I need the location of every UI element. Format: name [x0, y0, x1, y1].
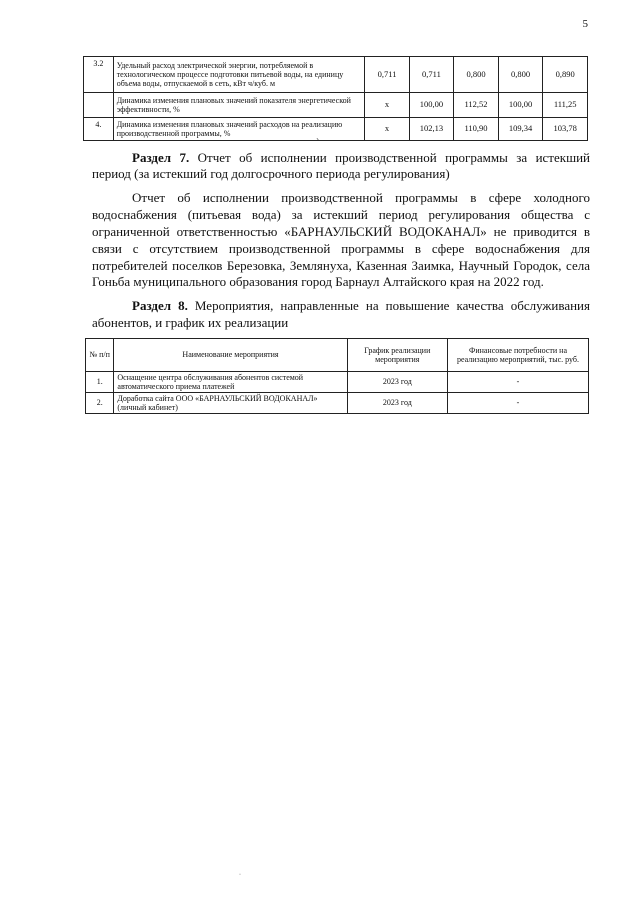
measure-schedule: 2023 год — [347, 372, 447, 393]
row-number: 3.2 — [84, 57, 114, 93]
table-row — [84, 118, 588, 141]
measure-name: Оснащение центра обслуживания абонентов системой автоматического приема платежей — [114, 372, 347, 393]
section-7-body — [92, 190, 590, 291]
page-number: 5 — [582, 18, 588, 30]
header-name: Наименование мероприятия — [114, 339, 347, 372]
table-row — [86, 393, 589, 414]
row-number: 2. — [86, 393, 114, 414]
value-cell: 0,800 — [498, 57, 543, 93]
indicators-table — [83, 56, 588, 141]
table-row — [84, 57, 588, 93]
value-cell: 111,25 — [543, 93, 588, 118]
section-title: Отчет об исполнении производственной программы за истекший период (за истекший год долгосрочного периода регулирования) — [92, 150, 590, 182]
value-cell: 0,711 — [365, 57, 409, 93]
row-number: 4. — [84, 118, 114, 141]
measure-schedule: 2023 год — [347, 393, 447, 414]
indicator-description: Динамика изменения плановых значений показателя энергетической эффективности, % — [113, 93, 365, 118]
section-8-heading — [92, 298, 590, 332]
section-label: Раздел 7. — [132, 150, 190, 165]
header-number: № п/п — [86, 339, 114, 372]
indicator-description: Удельный расход электрической энергии, потребляемой в технологическом процессе подготовки питьевой воды, на единицу объема воды, отпускаемой в сеть, кВт ч/куб. м — [113, 57, 365, 93]
measure-finance: - — [448, 393, 589, 414]
measure-name: Доработка сайта ООО «БАРНАУЛЬСКИЙ ВОДОКАНАЛ» (личный кабинет) — [114, 393, 347, 414]
row-number — [84, 93, 114, 118]
value-cell: 112,52 — [454, 93, 499, 118]
header-schedule: График реализации мероприятия — [347, 339, 447, 372]
header-finance: Финансовые потребности на реализацию мероприятий, тыс. руб. — [448, 339, 589, 372]
section-label: Раздел 8. — [132, 298, 188, 313]
value-cell: 100,00 — [498, 93, 543, 118]
section-7-heading — [92, 150, 590, 183]
value-cell: 102,13 — [409, 118, 454, 141]
scan-dot: · — [239, 872, 241, 878]
measure-finance: - — [448, 372, 589, 393]
row-number: 1. — [86, 372, 114, 393]
table-row — [84, 93, 588, 118]
value-cell: x — [365, 93, 409, 118]
section-title: Мероприятия, направленные на повышение качества обслуживания абонентов, и график их реализации — [92, 298, 590, 330]
body-text: Отчет об исполнении производственной программы в сфере холодного водоснабжения (питьевая вода) за истекший период регулирования общества с ограниченной ответственностью «БАРНАУЛЬСКИЙ ВОДОКАНАЛ» не приводится в связи с отсутствием производственной программы в сфере водоснабжения для потребителей поселков Березовка, Землянуха, Казенная Заимка, Научный Городок, села Гоньба муниципального образования город Барнаул Алтайского края на 2022 год. — [92, 190, 590, 290]
scan-mark: ˋ — [316, 138, 320, 149]
table-row — [86, 372, 589, 393]
value-cell: x — [365, 118, 409, 141]
table-header-row — [86, 339, 589, 372]
value-cell: 109,34 — [498, 118, 543, 141]
value-cell: 0,890 — [543, 57, 588, 93]
value-cell: 110,90 — [454, 118, 499, 141]
measures-table — [85, 338, 589, 414]
value-cell: 0,711 — [409, 57, 454, 93]
indicator-description: Динамика изменения плановых значений расходов на реализацию производственной программы, % — [113, 118, 365, 141]
value-cell: 100,00 — [409, 93, 454, 118]
value-cell: 0,800 — [454, 57, 499, 93]
value-cell: 103,78 — [543, 118, 588, 141]
